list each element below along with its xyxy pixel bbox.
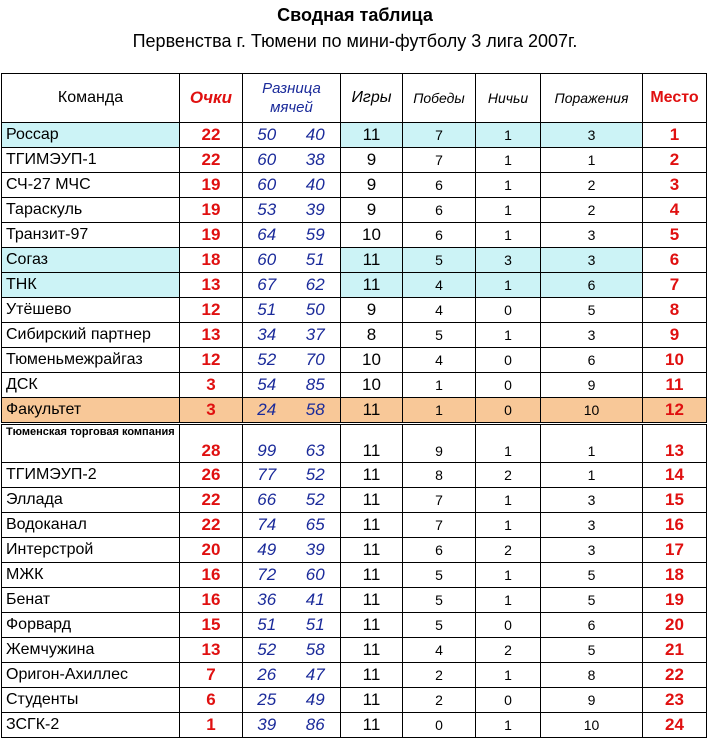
draws-cell: 0 xyxy=(476,398,541,424)
games-cell: 11 xyxy=(341,273,403,298)
goals-for-cell: 36 xyxy=(243,588,291,613)
table-row xyxy=(2,273,707,298)
draws-cell: 1 xyxy=(476,198,541,223)
draws-cell: 0 xyxy=(476,613,541,638)
goals-for-cell: 50 xyxy=(243,123,291,148)
wins-cell: 1 xyxy=(403,373,476,398)
team-name-cell: Транзит-97 xyxy=(2,223,180,248)
wins-cell: 8 xyxy=(403,463,476,488)
header-games: Игры xyxy=(341,74,403,123)
goals-against-cell: 40 xyxy=(291,173,341,198)
wins-cell: 4 xyxy=(403,638,476,663)
games-cell: 11 xyxy=(341,488,403,513)
team-name-cell: ДСК xyxy=(2,373,180,398)
goals-for-cell: 60 xyxy=(243,248,291,273)
goals-against-cell: 39 xyxy=(291,198,341,223)
table-row xyxy=(2,713,707,738)
games-cell: 11 xyxy=(341,663,403,688)
table-row xyxy=(2,538,707,563)
goals-against-cell: 65 xyxy=(291,513,341,538)
losses-cell: 1 xyxy=(541,463,643,488)
goals-against-cell: 51 xyxy=(291,613,341,638)
losses-cell: 3 xyxy=(541,223,643,248)
header-points: Очки xyxy=(180,74,243,123)
draws-cell: 2 xyxy=(476,463,541,488)
page-subtitle: Первенства г. Тюмени по мини-футболу 3 лига 2007г. xyxy=(132,31,578,51)
header-wins: Победы xyxy=(403,74,476,123)
points-cell: 13 xyxy=(180,638,243,663)
place-cell: 23 xyxy=(643,688,707,713)
games-cell: 11 xyxy=(341,613,403,638)
title-block xyxy=(0,0,710,74)
goals-for-cell: 39 xyxy=(243,713,291,738)
losses-cell: 2 xyxy=(541,198,643,223)
wins-cell: 2 xyxy=(403,688,476,713)
goals-for-cell: 67 xyxy=(243,273,291,298)
draws-cell: 0 xyxy=(476,688,541,713)
goals-for-cell: 25 xyxy=(243,688,291,713)
team-name-cell: Факультет xyxy=(2,398,180,424)
goals-for-cell: 64 xyxy=(243,223,291,248)
team-name-cell: ТГИМЭУП-1 xyxy=(2,148,180,173)
table-row xyxy=(2,424,707,463)
goals-for-cell: 54 xyxy=(243,373,291,398)
points-cell: 16 xyxy=(180,563,243,588)
losses-cell: 2 xyxy=(541,173,643,198)
wins-cell: 9 xyxy=(403,424,476,463)
team-name-cell: Утёшево xyxy=(2,298,180,323)
draws-cell: 0 xyxy=(476,348,541,373)
goals-for-cell: 51 xyxy=(243,298,291,323)
losses-cell: 3 xyxy=(541,488,643,513)
games-cell: 11 xyxy=(341,638,403,663)
goals-against-cell: 40 xyxy=(291,123,341,148)
goals-against-cell: 41 xyxy=(291,588,341,613)
goals-against-cell: 51 xyxy=(291,248,341,273)
team-name-cell: Сибирский партнер xyxy=(2,323,180,348)
points-cell: 7 xyxy=(180,663,243,688)
draws-cell: 1 xyxy=(476,173,541,198)
draws-cell: 1 xyxy=(476,663,541,688)
goals-for-cell: 60 xyxy=(243,148,291,173)
team-name-cell: ТНК xyxy=(2,273,180,298)
goals-for-cell: 51 xyxy=(243,613,291,638)
games-cell: 11 xyxy=(341,538,403,563)
team-name-cell: Бенат xyxy=(2,588,180,613)
points-cell: 15 xyxy=(180,613,243,638)
table-row xyxy=(2,638,707,663)
wins-cell: 4 xyxy=(403,298,476,323)
place-cell: 21 xyxy=(643,638,707,663)
points-cell: 3 xyxy=(180,373,243,398)
place-cell: 7 xyxy=(643,273,707,298)
team-name-cell: Оригон-Ахиллес xyxy=(2,663,180,688)
team-name-cell: Тюменская торговая компания xyxy=(2,424,180,463)
points-cell: 20 xyxy=(180,538,243,563)
losses-cell: 1 xyxy=(541,148,643,173)
table-row xyxy=(2,663,707,688)
table-row xyxy=(2,398,707,424)
goals-for-cell: 49 xyxy=(243,538,291,563)
place-cell: 17 xyxy=(643,538,707,563)
goals-against-cell: 62 xyxy=(291,273,341,298)
points-cell: 13 xyxy=(180,273,243,298)
goals-for-cell: 24 xyxy=(243,398,291,424)
header-goal-diff: Разница мячей xyxy=(243,74,341,123)
place-cell: 19 xyxy=(643,588,707,613)
goals-against-cell: 58 xyxy=(291,638,341,663)
wins-cell: 5 xyxy=(403,323,476,348)
points-cell: 22 xyxy=(180,488,243,513)
goals-against-cell: 47 xyxy=(291,663,341,688)
place-cell: 24 xyxy=(643,713,707,738)
goals-for-cell: 74 xyxy=(243,513,291,538)
wins-cell: 6 xyxy=(403,198,476,223)
team-name-cell: Форвард xyxy=(2,613,180,638)
losses-cell: 10 xyxy=(541,713,643,738)
place-cell: 1 xyxy=(643,123,707,148)
goals-against-cell: 85 xyxy=(291,373,341,398)
place-cell: 4 xyxy=(643,198,707,223)
games-cell: 10 xyxy=(341,373,403,398)
games-cell: 11 xyxy=(341,424,403,463)
place-cell: 18 xyxy=(643,563,707,588)
place-cell: 15 xyxy=(643,488,707,513)
draws-cell: 1 xyxy=(476,588,541,613)
team-name-cell: ЗСГК-2 xyxy=(2,713,180,738)
wins-cell: 6 xyxy=(403,538,476,563)
table-row xyxy=(2,613,707,638)
draws-cell: 1 xyxy=(476,323,541,348)
wins-cell: 5 xyxy=(403,563,476,588)
table-row xyxy=(2,173,707,198)
losses-cell: 1 xyxy=(541,424,643,463)
place-cell: 12 xyxy=(643,398,707,424)
table-row xyxy=(2,248,707,273)
goals-against-cell: 58 xyxy=(291,398,341,424)
games-cell: 11 xyxy=(341,398,403,424)
place-cell: 14 xyxy=(643,463,707,488)
draws-cell: 1 xyxy=(476,123,541,148)
losses-cell: 9 xyxy=(541,373,643,398)
goals-against-cell: 39 xyxy=(291,538,341,563)
losses-cell: 5 xyxy=(541,298,643,323)
table-row xyxy=(2,463,707,488)
games-cell: 11 xyxy=(341,713,403,738)
losses-cell: 8 xyxy=(541,663,643,688)
goals-against-cell: 52 xyxy=(291,488,341,513)
losses-cell: 5 xyxy=(541,563,643,588)
points-cell: 13 xyxy=(180,323,243,348)
team-name-cell: МЖК xyxy=(2,563,180,588)
table-row xyxy=(2,298,707,323)
table-row xyxy=(2,348,707,373)
losses-cell: 6 xyxy=(541,348,643,373)
goals-against-cell: 60 xyxy=(291,563,341,588)
team-name-cell: Водоканал xyxy=(2,513,180,538)
wins-cell: 5 xyxy=(403,248,476,273)
goals-for-cell: 77 xyxy=(243,463,291,488)
team-name-cell: Эллада xyxy=(2,488,180,513)
losses-cell: 6 xyxy=(541,613,643,638)
team-name-cell: Жемчужина xyxy=(2,638,180,663)
table-row xyxy=(2,223,707,248)
goals-against-cell: 59 xyxy=(291,223,341,248)
goals-against-cell: 50 xyxy=(291,298,341,323)
draws-cell: 1 xyxy=(476,513,541,538)
games-cell: 11 xyxy=(341,463,403,488)
page-title: Сводная таблица xyxy=(277,5,433,25)
losses-cell: 3 xyxy=(541,323,643,348)
losses-cell: 9 xyxy=(541,688,643,713)
table-row xyxy=(2,588,707,613)
wins-cell: 7 xyxy=(403,488,476,513)
table-row xyxy=(2,688,707,713)
points-cell: 18 xyxy=(180,248,243,273)
draws-cell: 2 xyxy=(476,538,541,563)
wins-cell: 6 xyxy=(403,173,476,198)
losses-cell: 3 xyxy=(541,123,643,148)
wins-cell: 7 xyxy=(403,148,476,173)
standings-body xyxy=(2,123,707,738)
losses-cell: 3 xyxy=(541,513,643,538)
header-row xyxy=(2,74,707,123)
team-name-cell: ТГИМЭУП-2 xyxy=(2,463,180,488)
points-cell: 6 xyxy=(180,688,243,713)
place-cell: 10 xyxy=(643,348,707,373)
points-cell: 22 xyxy=(180,123,243,148)
team-name-cell: Согаз xyxy=(2,248,180,273)
games-cell: 11 xyxy=(341,248,403,273)
losses-cell: 5 xyxy=(541,588,643,613)
games-cell: 9 xyxy=(341,198,403,223)
draws-cell: 1 xyxy=(476,273,541,298)
goals-against-cell: 38 xyxy=(291,148,341,173)
wins-cell: 5 xyxy=(403,613,476,638)
place-cell: 6 xyxy=(643,248,707,273)
goals-against-cell: 70 xyxy=(291,348,341,373)
goals-against-cell: 52 xyxy=(291,463,341,488)
points-cell: 12 xyxy=(180,298,243,323)
points-cell: 16 xyxy=(180,588,243,613)
wins-cell: 4 xyxy=(403,348,476,373)
place-cell: 13 xyxy=(643,424,707,463)
goals-against-cell: 49 xyxy=(291,688,341,713)
place-cell: 3 xyxy=(643,173,707,198)
table-row xyxy=(2,148,707,173)
standings-table xyxy=(1,73,707,738)
table-row xyxy=(2,513,707,538)
goals-for-cell: 72 xyxy=(243,563,291,588)
points-cell: 19 xyxy=(180,223,243,248)
wins-cell: 7 xyxy=(403,513,476,538)
games-cell: 10 xyxy=(341,348,403,373)
points-cell: 12 xyxy=(180,348,243,373)
losses-cell: 10 xyxy=(541,398,643,424)
table-row xyxy=(2,198,707,223)
games-cell: 9 xyxy=(341,298,403,323)
wins-cell: 5 xyxy=(403,588,476,613)
draws-cell: 2 xyxy=(476,638,541,663)
team-name-cell: Студенты xyxy=(2,688,180,713)
games-cell: 11 xyxy=(341,688,403,713)
goals-for-cell: 52 xyxy=(243,638,291,663)
goals-for-cell: 52 xyxy=(243,348,291,373)
place-cell: 8 xyxy=(643,298,707,323)
place-cell: 5 xyxy=(643,223,707,248)
draws-cell: 0 xyxy=(476,373,541,398)
wins-cell: 4 xyxy=(403,273,476,298)
goals-for-cell: 99 xyxy=(243,424,291,463)
draws-cell: 1 xyxy=(476,424,541,463)
header-place: Место xyxy=(643,74,707,123)
points-cell: 19 xyxy=(180,173,243,198)
header-losses: Поражения xyxy=(541,74,643,123)
place-cell: 22 xyxy=(643,663,707,688)
goals-against-cell: 37 xyxy=(291,323,341,348)
draws-cell: 1 xyxy=(476,563,541,588)
place-cell: 20 xyxy=(643,613,707,638)
losses-cell: 3 xyxy=(541,248,643,273)
points-cell: 22 xyxy=(180,148,243,173)
team-name-cell: Тараскуль xyxy=(2,198,180,223)
games-cell: 11 xyxy=(341,563,403,588)
games-cell: 11 xyxy=(341,588,403,613)
games-cell: 10 xyxy=(341,223,403,248)
games-cell: 11 xyxy=(341,123,403,148)
draws-cell: 0 xyxy=(476,298,541,323)
draws-cell: 1 xyxy=(476,488,541,513)
wins-cell: 2 xyxy=(403,663,476,688)
losses-cell: 6 xyxy=(541,273,643,298)
draws-cell: 1 xyxy=(476,223,541,248)
losses-cell: 3 xyxy=(541,538,643,563)
team-name-cell: Россар xyxy=(2,123,180,148)
table-row xyxy=(2,563,707,588)
wins-cell: 1 xyxy=(403,398,476,424)
team-name-cell: СЧ-27 МЧС xyxy=(2,173,180,198)
goals-for-cell: 66 xyxy=(243,488,291,513)
points-cell: 3 xyxy=(180,398,243,424)
draws-cell: 1 xyxy=(476,713,541,738)
place-cell: 16 xyxy=(643,513,707,538)
place-cell: 11 xyxy=(643,373,707,398)
draws-cell: 3 xyxy=(476,248,541,273)
games-cell: 9 xyxy=(341,148,403,173)
table-row xyxy=(2,488,707,513)
points-cell: 26 xyxy=(180,463,243,488)
header-team: Команда xyxy=(2,74,180,123)
points-cell: 1 xyxy=(180,713,243,738)
games-cell: 8 xyxy=(341,323,403,348)
wins-cell: 6 xyxy=(403,223,476,248)
table-row xyxy=(2,373,707,398)
goals-for-cell: 60 xyxy=(243,173,291,198)
table-row xyxy=(2,323,707,348)
team-name-cell: Тюменьмежрайгаз xyxy=(2,348,180,373)
games-cell: 11 xyxy=(341,513,403,538)
table-row xyxy=(2,123,707,148)
games-cell: 9 xyxy=(341,173,403,198)
goals-for-cell: 26 xyxy=(243,663,291,688)
goals-for-cell: 34 xyxy=(243,323,291,348)
points-cell: 22 xyxy=(180,513,243,538)
place-cell: 2 xyxy=(643,148,707,173)
draws-cell: 1 xyxy=(476,148,541,173)
points-cell: 28 xyxy=(180,424,243,463)
team-name-cell: Интерстрой xyxy=(2,538,180,563)
goals-against-cell: 63 xyxy=(291,424,341,463)
place-cell: 9 xyxy=(643,323,707,348)
points-cell: 19 xyxy=(180,198,243,223)
goals-for-cell: 53 xyxy=(243,198,291,223)
wins-cell: 0 xyxy=(403,713,476,738)
wins-cell: 7 xyxy=(403,123,476,148)
header-draws: Ничьи xyxy=(476,74,541,123)
losses-cell: 5 xyxy=(541,638,643,663)
goals-against-cell: 86 xyxy=(291,713,341,738)
